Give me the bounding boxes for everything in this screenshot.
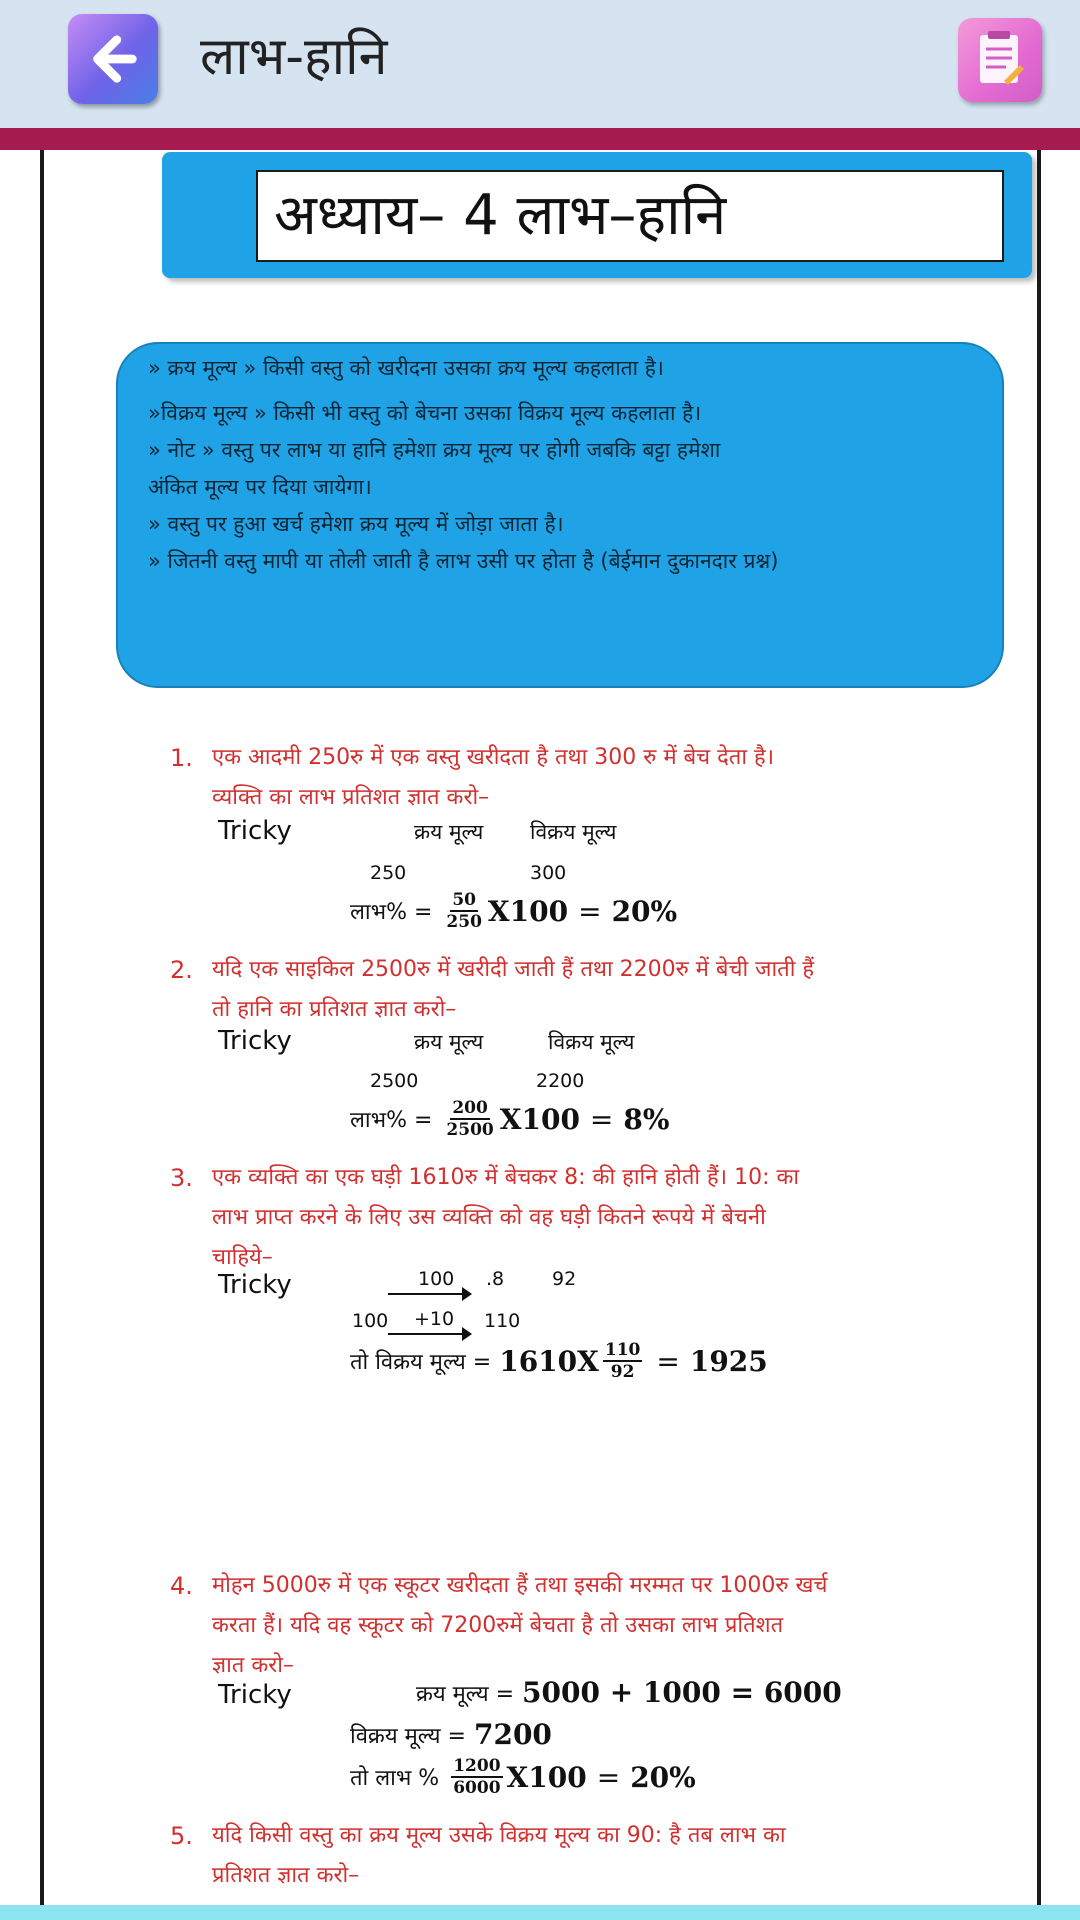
formula-lhs: लाभ% = (350, 900, 433, 925)
formula-3 (350, 1340, 768, 1382)
page-border-left (40, 150, 44, 1905)
question-1 (170, 738, 775, 818)
definition-line: » नोट » वस्तु पर लाभ या हानि हमेशा क्रय मूल्य पर होगी जबकि बट्टा हमेशा (148, 438, 721, 462)
fraction-numerator: 200 (452, 1098, 488, 1118)
selling-price-line (350, 1718, 552, 1751)
arrow-label: 100 (418, 1268, 455, 1290)
selling-price-label: विक्रय मूल्य (530, 820, 617, 844)
result-value: 92 (552, 1268, 577, 1290)
cost-price-expression: 5000 + 1000 = 6000 (522, 1676, 842, 1709)
fraction (444, 890, 484, 932)
tricky-label: Tricky (218, 1026, 292, 1056)
tricky-label: Tricky (218, 816, 292, 846)
fraction-denominator: 250 (446, 912, 482, 932)
selling-price-label: विक्रय मूल्य = (350, 1723, 466, 1749)
question-number: 4. (170, 1572, 193, 1600)
chapter-banner (162, 152, 1032, 278)
formula-result: 1925 (689, 1344, 768, 1378)
equals-sign: = (596, 1760, 621, 1794)
fraction-denominator: 6000 (453, 1778, 501, 1798)
loss-value: .8 (486, 1268, 505, 1290)
question-line: चाहिये– (212, 1245, 273, 1270)
page-border-right (1037, 150, 1041, 1905)
cost-price-label: क्रय मूल्य (414, 820, 484, 844)
formula-prefix: 1610X (499, 1344, 599, 1378)
question-line: एक आदमी 250रु में एक वस्तु खरीदता है तथा 300 रु में बेच देता है। (212, 745, 775, 770)
question-line: करता हैं। यदि वह स्कूटर को 7200रुमें बेचता है तो उसका लाभ प्रतिशत (212, 1613, 784, 1638)
tricky-label: Tricky (218, 1270, 292, 1300)
formula-4 (350, 1756, 696, 1798)
definition-line: » क्रय मूल्य » किसी वस्तु को खरीदना उसका क्रय मूल्य कहलाता है। (148, 356, 664, 380)
question-line: यदि किसी वस्तु का क्रय मूल्य उसके विक्रय मूल्य का 90: है तब लाभ का (212, 1823, 786, 1848)
question-line: लाभ प्राप्त करने के लिए उस व्यक्ति को वह घड़ी कितने रूपये में बेचनी (212, 1205, 766, 1230)
formula-multiplier: X100 (506, 1760, 587, 1794)
question-number: 3. (170, 1164, 193, 1192)
cost-price-label: क्रय मूल्य = (416, 1681, 515, 1707)
formula-lhs: तो विक्रय मूल्य = (350, 1350, 492, 1375)
question-line: एक व्यक्ति का एक घड़ी 1610रु में बेचकर 8: की हानि होती हैं। 10: का (212, 1165, 800, 1190)
fraction-numerator: 50 (452, 890, 476, 910)
result-value: 110 (484, 1310, 521, 1332)
fraction (603, 1340, 643, 1382)
cost-price-value: 250 (370, 862, 407, 884)
back-arrow-icon (84, 30, 142, 88)
app-bar (0, 0, 1080, 128)
selling-price-value: 2200 (536, 1070, 585, 1092)
selling-price-expression: 7200 (473, 1718, 552, 1751)
question-2 (170, 950, 815, 1030)
fraction (451, 1756, 502, 1798)
formula-multiplier: X100 (499, 1102, 580, 1136)
question-5 (170, 1816, 786, 1896)
bottom-edge-bar (0, 1905, 1080, 1920)
question-line: मोहन 5000रु में एक स्कूटर खरीदता हैं तथा इसकी मरम्मत पर 1000रु खर्च (212, 1573, 828, 1598)
cost-price-value: 2500 (370, 1070, 419, 1092)
question-line: व्यक्ति का लाभ प्रतिशत ज्ञात करो– (212, 785, 490, 810)
formula-2 (350, 1098, 669, 1140)
definition-line: » जितनी वस्तु मापी या तोली जाती है लाभ उसी पर होता है (बेईमान दुकानदार प्रश्न) (148, 549, 779, 573)
question-number: 1. (170, 744, 193, 772)
selling-price-value: 300 (530, 862, 567, 884)
formula-result: 20% (611, 894, 678, 928)
equals-sign: = (656, 1344, 680, 1378)
formula-result: 8% (623, 1102, 670, 1136)
question-4 (170, 1566, 828, 1686)
cost-price-label: क्रय मूल्य (414, 1030, 484, 1054)
fraction-denominator: 2500 (446, 1120, 494, 1140)
fraction-denominator: 92 (610, 1362, 635, 1382)
equals-sign: = (589, 1102, 614, 1136)
equals-sign: = (578, 894, 602, 928)
question-number: 5. (170, 1822, 193, 1850)
fraction-numerator: 110 (604, 1340, 641, 1360)
formula-lhs: लाभ% = (350, 1108, 433, 1133)
fraction (444, 1098, 495, 1140)
formula-1 (350, 890, 677, 932)
back-button[interactable] (68, 14, 158, 104)
question-line: ज्ञात करो– (212, 1653, 294, 1678)
tricky-label: Tricky (218, 1680, 292, 1710)
start-value: 100 (352, 1310, 389, 1332)
right-arrow-icon (388, 1333, 468, 1335)
cost-price-line (416, 1676, 842, 1709)
notes-icon (974, 31, 1026, 89)
selling-price-label: विक्रय मूल्य (548, 1030, 635, 1054)
definition-line: » वस्तु पर हुआ खर्च हमेशा क्रय मूल्य में जोड़ा जाता है। (148, 512, 564, 536)
arrow-label: +10 (414, 1308, 455, 1330)
app-bar-accent-line (0, 128, 1080, 150)
formula-multiplier: X100 (487, 894, 569, 928)
question-number: 2. (170, 956, 193, 984)
definition-line: »विक्रय मूल्य » किसी भी वस्तु को बेचना उसका विक्रय मूल्य कहलाता है। (148, 401, 702, 425)
fraction-numerator: 1200 (453, 1756, 501, 1776)
question-line: यदि एक साइकिल 2500रु में खरीदी जाती हैं तथा 2200रु में बेची जाती हैं (212, 957, 815, 982)
app-title: लाभ-हानि (200, 27, 388, 87)
definition-line: अंकित मूल्य पर दिया जायेगा। (148, 475, 372, 499)
question-line: प्रतिशत ज्ञात करो– (212, 1863, 360, 1888)
notes-button[interactable] (958, 18, 1042, 102)
document-page[interactable] (0, 150, 1080, 1905)
formula-result: 20% (630, 1760, 696, 1794)
question-3 (170, 1158, 800, 1278)
formula-lhs: तो लाभ % (350, 1766, 440, 1791)
right-arrow-icon (388, 1293, 468, 1295)
definitions-box (116, 342, 1004, 688)
question-line: तो हानि का प्रतिशत ज्ञात करो– (212, 997, 457, 1022)
chapter-heading: अध्याय– 4 लाभ–हानि (256, 170, 1004, 262)
